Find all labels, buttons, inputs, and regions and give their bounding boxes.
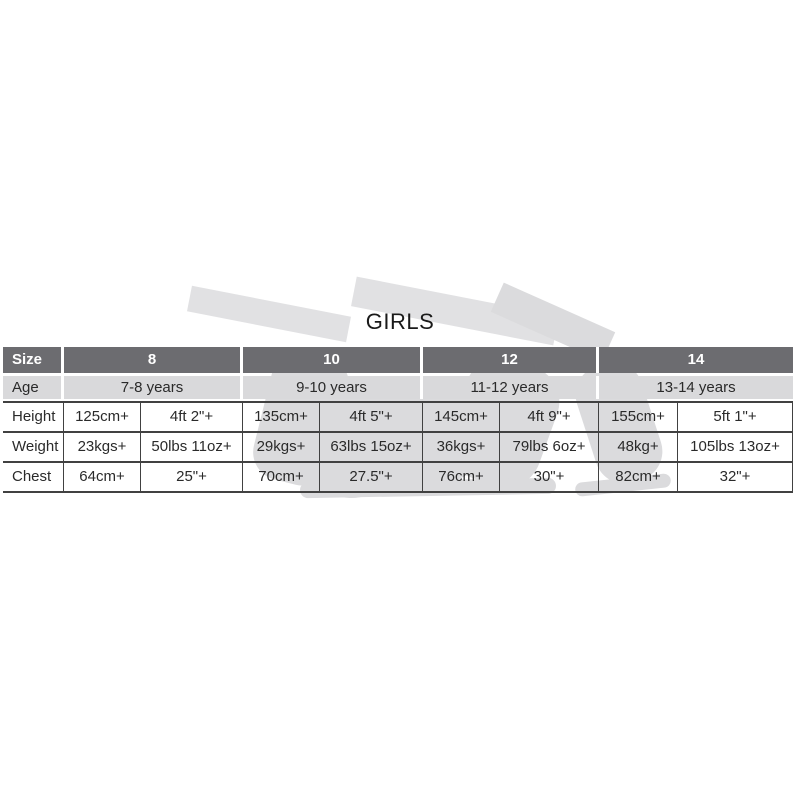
chest-imperial: 32"+	[678, 463, 793, 491]
size-col-header-8: 8	[64, 347, 243, 373]
row-label-size: Size	[3, 347, 64, 373]
weight-metric: 23kgs+	[64, 433, 141, 461]
chest-metric: 70cm+	[243, 463, 320, 491]
height-imperial: 5ft 1"+	[678, 403, 793, 431]
age-value: 13-14 years	[599, 376, 793, 399]
chest-metric: 82cm+	[599, 463, 678, 491]
row-label-age: Age	[3, 376, 64, 399]
weight-metric: 36kgs+	[423, 433, 500, 461]
weight-metric: 48kg+	[599, 433, 678, 461]
chart-title: GIRLS	[365, 309, 435, 334]
weight-metric: 29kgs+	[243, 433, 320, 461]
weight-imperial: 79lbs 6oz+	[500, 433, 599, 461]
height-metric: 125cm+	[64, 403, 141, 431]
size-col-header-10: 10	[243, 347, 423, 373]
age-value: 7-8 years	[64, 376, 243, 399]
chest-metric: 76cm+	[423, 463, 500, 491]
height-metric: 135cm+	[243, 403, 320, 431]
height-row	[3, 401, 793, 431]
girls-size-table	[3, 347, 793, 493]
chest-metric: 64cm+	[64, 463, 141, 491]
height-imperial: 4ft 5"+	[320, 403, 423, 431]
size-header-row	[3, 347, 793, 373]
chest-row	[3, 461, 793, 493]
chest-imperial: 30"+	[500, 463, 599, 491]
size-col-header-12: 12	[423, 347, 599, 373]
age-row	[3, 376, 793, 399]
row-label-height: Height	[3, 403, 64, 431]
weight-imperial: 105lbs 13oz+	[678, 433, 793, 461]
age-value: 11-12 years	[423, 376, 599, 399]
height-metric: 155cm+	[599, 403, 678, 431]
row-label-chest: Chest	[3, 463, 64, 491]
size-col-header-14: 14	[599, 347, 793, 373]
height-metric: 145cm+	[423, 403, 500, 431]
weight-row	[3, 431, 793, 461]
height-imperial: 4ft 9"+	[500, 403, 599, 431]
weight-imperial: 63lbs 15oz+	[320, 433, 423, 461]
weight-imperial: 50lbs 11oz+	[141, 433, 243, 461]
age-value: 9-10 years	[243, 376, 423, 399]
row-label-weight: Weight	[3, 433, 64, 461]
chest-imperial: 25"+	[141, 463, 243, 491]
height-imperial: 4ft 2"+	[141, 403, 243, 431]
chest-imperial: 27.5"+	[320, 463, 423, 491]
